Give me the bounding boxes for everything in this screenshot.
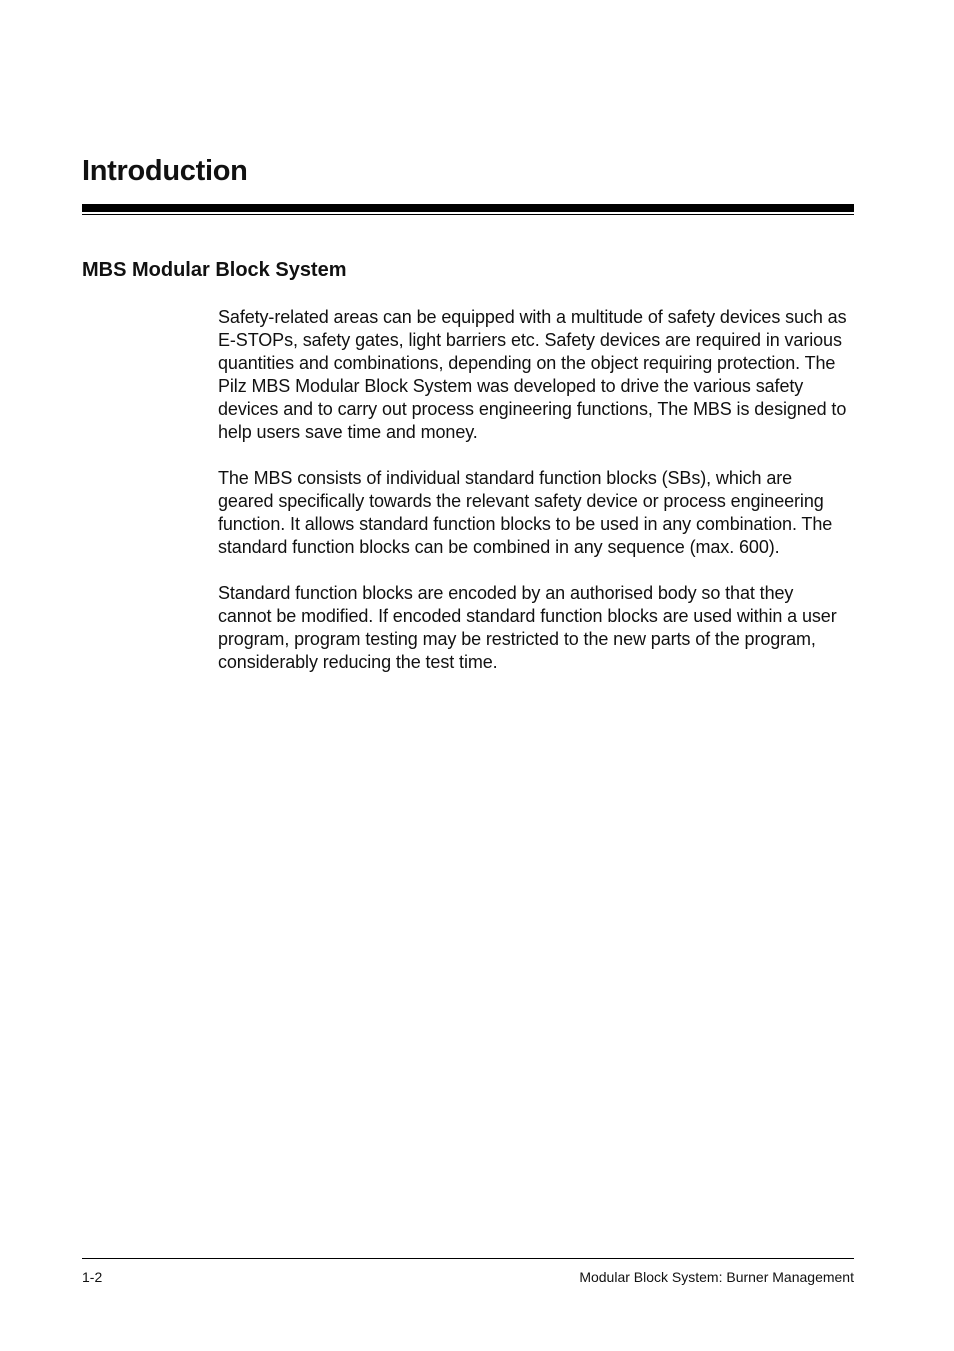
header-rule-thin bbox=[82, 214, 854, 215]
body-text bbox=[218, 306, 850, 697]
paragraph: Safety-related areas can be equipped with a multitude of safety devices such as E-STOPs, safety gates, light barriers etc. Safety devices are required in various quantities and combinations, depending on the object requiring protection. The Pilz MBS Modular Block System was developed to drive the various safety devices and to carry out process engineering functions, The MBS is designed to help users save time and money. bbox=[218, 307, 847, 442]
chapter-title: Introduction bbox=[82, 155, 248, 187]
section-title: MBS Modular Block System bbox=[82, 259, 347, 281]
document-title: Modular Block System: Burner Management bbox=[579, 1269, 854, 1285]
paragraph: Standard function blocks are encoded by an authorised body so that they cannot be modified. If encoded standard function blocks are used within a user program, program testing may be restricted to the new parts of the program, considerably reducing the test time. bbox=[218, 583, 837, 672]
paragraph: The MBS consists of individual standard function blocks (SBs), which are geared specifically towards the relevant safety device or process engineering function. It allows standard function blocks to be used in any combination. The standard function blocks can be combined in any sequence (max. 600). bbox=[218, 468, 833, 557]
header-rule-thick bbox=[82, 204, 854, 212]
footer-rule bbox=[82, 1258, 854, 1259]
page-number: 1-2 bbox=[82, 1269, 103, 1285]
